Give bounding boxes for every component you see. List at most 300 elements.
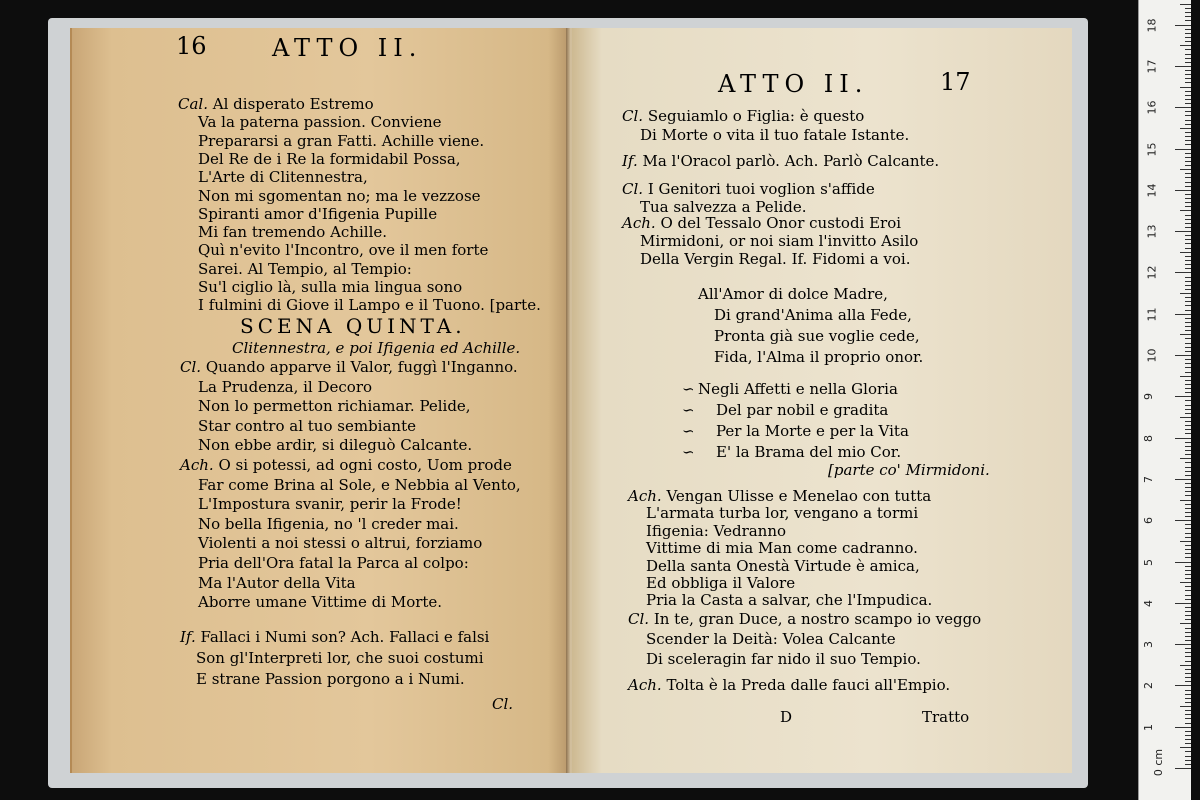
ruler-tick: [1185, 760, 1191, 761]
ruler-tick: [1185, 256, 1191, 257]
verse-text: I Genitori tuoi voglion s'affide: [647, 180, 875, 198]
verse-line: [198, 574, 356, 592]
verse-text: Far come Brina al Sole, e Nebbia al Vento,: [198, 475, 521, 494]
ruler-tick: [1185, 756, 1191, 757]
ruler-number: 10: [1145, 348, 1159, 363]
verse-line: [198, 495, 462, 513]
ruler-tick: [1185, 103, 1191, 104]
ruler-tick: [1185, 120, 1191, 121]
ruler-tick: [1185, 392, 1191, 393]
speaker-label: Ach.: [628, 676, 667, 694]
ruler-tick: [1185, 330, 1191, 331]
ruler-tick: [1175, 562, 1191, 563]
ruler-tick: [1185, 318, 1191, 319]
right-page-number: 17: [940, 68, 971, 96]
verse-text: Prepararsi a gran Fatti. Achille viene.: [198, 131, 485, 150]
ruler-tick: [1185, 504, 1191, 505]
verse-text: E strane Passion porgono a i Numi.: [196, 670, 465, 688]
verse-text: Sarei. Al Tempio, al Tempio:: [198, 259, 412, 278]
ruler-tick: [1185, 12, 1191, 13]
ruler-tick: [1185, 289, 1191, 290]
ruler-tick: [1185, 132, 1191, 133]
verse-line: [180, 456, 512, 474]
ruler-tick: [1185, 29, 1191, 30]
ruler-tick: [1180, 623, 1191, 624]
ruler-tick: [1185, 615, 1191, 616]
verse-line: [622, 152, 939, 170]
ruler-tick: [1185, 718, 1191, 719]
scene-subtitle: Clitennestra, e poi Ifigenia ed Achille.: [232, 339, 521, 357]
ruler-tick: [1175, 520, 1191, 521]
speaker-label: Cl.: [622, 107, 648, 125]
ruler-number: 17: [1145, 59, 1159, 74]
ruler-tick: [1185, 115, 1191, 116]
verse-text: Vittime di mia Man come cadranno.: [646, 539, 918, 558]
right-catchword: Tratto: [922, 708, 970, 726]
speaker-label: If.: [180, 628, 201, 646]
verse-line: [640, 126, 909, 144]
ruler-tick: [1185, 322, 1191, 323]
verse-line: [622, 107, 864, 125]
ruler-tick: [1185, 549, 1191, 550]
verse-text: Non mi sgomentan no; ma le vezzose: [198, 186, 481, 205]
ruler-number: 7: [1142, 475, 1155, 483]
ruler-tick: [1185, 111, 1191, 112]
ruler-tick: [1185, 702, 1191, 703]
ruler-tick: [1185, 62, 1191, 63]
ruler-tick: [1180, 417, 1191, 418]
verse-line: [646, 650, 921, 668]
ruler-tick: [1185, 186, 1191, 187]
verse-line: [198, 187, 481, 205]
ruler-tick: [1185, 487, 1191, 488]
ruler-tick: [1180, 582, 1191, 583]
ruler-number: 11: [1145, 307, 1159, 322]
ruler-tick: [1185, 41, 1191, 42]
ruler-tick: [1185, 590, 1191, 591]
ruler-tick: [1185, 495, 1191, 496]
verse-line: [640, 232, 918, 250]
verse-line: [198, 534, 482, 552]
ruler-tick: [1175, 149, 1191, 150]
verse-text: Scender la Deità: Volea Calcante: [646, 630, 896, 648]
ruler-tick: [1185, 301, 1191, 302]
ruler-tick: [1185, 698, 1191, 699]
ruler-tick: [1185, 343, 1191, 344]
verse-line: [198, 417, 416, 435]
ruler-tick: [1180, 210, 1191, 211]
ruler-tick: [1185, 70, 1191, 71]
verse-text: I fulmini di Giove il Lampo e il Tuono. [parte.: [198, 296, 541, 315]
ruler-tick: [1185, 277, 1191, 278]
ruler-tick: [1185, 20, 1191, 21]
verse-line: [646, 574, 795, 592]
verse-line: [640, 250, 910, 268]
verse-line: [198, 278, 462, 296]
speaker-label: Ach.: [622, 214, 661, 232]
stage-direction: [parte co' Mirmidoni.: [828, 461, 990, 479]
verse-line: [646, 522, 786, 540]
ruler-tick: [1185, 735, 1191, 736]
ruler-tick: [1185, 227, 1191, 228]
ruler-tick: [1185, 409, 1191, 410]
ruler-tick: [1185, 516, 1191, 517]
aria-line: All'Amor di dolce Madre,: [698, 285, 888, 303]
ruler-tick: [1185, 652, 1191, 653]
ruler-number: 16: [1145, 100, 1159, 115]
verse-text: Violenti a noi stessi o altrui, forziamo: [198, 534, 483, 553]
verse-line: [628, 610, 981, 628]
ruler-tick: [1185, 467, 1191, 468]
verse-line: [198, 205, 437, 223]
ruler-tick: [1185, 764, 1191, 765]
ruler-tick: [1185, 694, 1191, 695]
ruler-tick: [1185, 557, 1191, 558]
ruler-tick: [1185, 363, 1191, 364]
ruler-tick: [1185, 533, 1191, 534]
ruler-tick: [1185, 144, 1191, 145]
measurement-ruler: [1138, 0, 1191, 800]
ruler-tick: [1185, 528, 1191, 529]
verse-line: [198, 397, 471, 415]
ruler-tick: [1185, 235, 1191, 236]
ruler-number: 6: [1142, 517, 1155, 525]
verse-line: [198, 132, 484, 150]
ruler-number: 5: [1142, 558, 1155, 566]
ruler-tick: [1185, 570, 1191, 571]
ruler-tick: [1185, 173, 1191, 174]
ruler-tick: [1185, 49, 1191, 50]
ruler-number: 2: [1142, 682, 1155, 690]
ruler-tick: [1180, 458, 1191, 459]
verse-line: [180, 358, 518, 376]
ruler-tick: [1185, 578, 1191, 579]
ruler-tick: [1185, 413, 1191, 414]
verse-line: [198, 113, 442, 131]
ruler-tick: [1185, 743, 1191, 744]
ruler-tick: [1185, 400, 1191, 401]
ruler-tick: [1185, 351, 1191, 352]
ruler-number: 8: [1142, 434, 1155, 442]
verse-text: L'Arte di Clitennestra,: [198, 168, 368, 187]
verse-text: Son gl'Interpreti lor, che suoi costumi: [196, 649, 484, 667]
verse-text: Spiranti amor d'Ifigenia Pupille: [198, 204, 438, 223]
ruler-tick: [1185, 37, 1191, 38]
ruler-tick: [1185, 553, 1191, 554]
ruler-tick: [1180, 4, 1191, 5]
speaker-label: Ach.: [628, 487, 667, 505]
ruler-tick: [1175, 768, 1191, 769]
speaker-label: Cal.: [178, 95, 213, 113]
ruler-number: 18: [1145, 18, 1159, 33]
ruler-tick: [1185, 628, 1191, 629]
ruler-tick: [1180, 706, 1191, 707]
ruler-tick: [1175, 644, 1191, 645]
ruler-tick: [1185, 16, 1191, 17]
ruler-tick: [1185, 54, 1191, 55]
ruler-tick: [1185, 157, 1191, 158]
ruler-tick: [1185, 338, 1191, 339]
verse-line: [646, 557, 920, 575]
ruler-tick: [1185, 194, 1191, 195]
verse-line: [646, 539, 918, 557]
ruler-tick: [1185, 425, 1191, 426]
ruler-tick: [1185, 611, 1191, 612]
ruler-number: 14: [1145, 183, 1159, 198]
verse-line: [622, 214, 901, 232]
ruler-tick: [1185, 619, 1191, 620]
verse-text: Del Re de i Re la formidabil Possa,: [198, 149, 461, 168]
verse-text: Di Morte o vita il tuo fatale Istante.: [640, 126, 910, 144]
ruler-tick: [1185, 8, 1191, 9]
verse-line: [178, 95, 374, 113]
ruler-tick: [1185, 640, 1191, 641]
verse-text: Tolta è la Preda dalle fauci all'Empio.: [666, 676, 951, 694]
ruler-tick: [1185, 731, 1191, 732]
verse-text: L'Impostura svanir, perir la Frode!: [198, 495, 462, 514]
ruler-tick: [1185, 673, 1191, 674]
verse-line: [198, 554, 469, 572]
ruler-tick: [1185, 243, 1191, 244]
ruler-tick: [1185, 545, 1191, 546]
ruler-tick: [1185, 405, 1191, 406]
ruler-tick: [1180, 169, 1191, 170]
aria-line: Fida, l'Alma il proprio onor.: [714, 348, 924, 366]
verse-text: La Prudenza, il Decoro: [198, 377, 373, 396]
ruler-tick: [1185, 310, 1191, 311]
ruler-tick: [1185, 574, 1191, 575]
ruler-tick: [1185, 78, 1191, 79]
verse-text: Non ebbe ardir, si dileguò Calcante.: [198, 436, 473, 455]
aria-line: Per la Morte e per la Vita: [716, 422, 909, 440]
ruler-tick: [1185, 347, 1191, 348]
ruler-tick: [1185, 566, 1191, 567]
speaker-label: Cl.: [628, 610, 654, 628]
ruler-tick: [1185, 297, 1191, 298]
ruler-tick: [1185, 648, 1191, 649]
signature-mark: D: [780, 708, 793, 726]
aria-mark-icon: ∽: [682, 401, 695, 419]
right-running-header: ATTO II.: [718, 70, 869, 98]
verse-text: Ma l'Autor della Vita: [198, 573, 356, 592]
ruler-tick: [1185, 260, 1191, 261]
aria-line: Negli Affetti e nella Gloria: [698, 380, 898, 398]
ruler-tick: [1185, 281, 1191, 282]
ruler-tick: [1180, 376, 1191, 377]
ruler-tick: [1185, 632, 1191, 633]
ruler-tick: [1185, 206, 1191, 207]
verse-line: [198, 223, 387, 241]
ruler-tick: [1185, 442, 1191, 443]
verse-line: [196, 649, 484, 667]
verse-text: Non lo permetton richiamar. Pelide,: [198, 397, 471, 416]
ruler-tick: [1185, 140, 1191, 141]
ruler-tick: [1185, 367, 1191, 368]
verse-text: No bella Ifigenia, no 'l creder mai.: [198, 514, 459, 533]
verse-line: [198, 168, 368, 186]
ruler-tick: [1180, 45, 1191, 46]
ruler-tick: [1185, 483, 1191, 484]
ruler-tick: [1185, 326, 1191, 327]
ruler-tick: [1185, 462, 1191, 463]
ruler-tick: [1185, 124, 1191, 125]
verse-line: [198, 150, 461, 168]
ruler-tick: [1185, 372, 1191, 373]
verse-text: Ifigenia: Vedranno: [646, 521, 787, 540]
verse-text: Della santa Onestà Virtude è amica,: [646, 556, 920, 575]
ruler-tick: [1185, 161, 1191, 162]
ruler-tick: [1180, 747, 1191, 748]
ruler-tick: [1180, 128, 1191, 129]
ruler-number: 15: [1145, 142, 1159, 156]
ruler-tick: [1185, 669, 1191, 670]
verse-text: Quì n'evito l'Incontro, ove il men forte: [198, 241, 489, 260]
scene-title: SCENA QUINTA.: [240, 314, 466, 338]
ruler-tick: [1175, 479, 1191, 480]
ruler-tick: [1185, 739, 1191, 740]
ruler-tick: [1185, 359, 1191, 360]
ruler-number: 13: [1145, 224, 1159, 239]
verse-line: [198, 260, 412, 278]
left-page-number: 16: [176, 32, 207, 60]
ruler-tick: [1175, 231, 1191, 232]
ruler-tick: [1185, 177, 1191, 178]
ruler-tick: [1185, 450, 1191, 451]
verse-text: Mi fan tremendo Achille.: [198, 223, 388, 242]
ruler-tick: [1180, 293, 1191, 294]
aria-mark-icon: ∽: [682, 443, 695, 461]
ruler-tick: [1185, 690, 1191, 691]
ruler-number: 3: [1142, 641, 1155, 649]
verse-text: Vengan Ulisse e Menelao con tutta: [666, 487, 932, 505]
ruler-tick: [1185, 681, 1191, 682]
ruler-tick: [1180, 334, 1191, 335]
verse-text: Quando apparve il Valor, fuggì l'Inganno.: [205, 358, 518, 376]
speaker-label: Cl.: [180, 358, 206, 376]
ruler-tick: [1185, 636, 1191, 637]
ruler-tick: [1180, 252, 1191, 253]
ruler-tick: [1185, 723, 1191, 724]
verse-text: Della Vergin Regal. If. Fidomi a voi.: [640, 250, 911, 268]
verse-text: Ed obbliga il Valore: [646, 574, 796, 592]
ruler-tick: [1185, 429, 1191, 430]
ruler-tick: [1185, 380, 1191, 381]
verse-text: O del Tessalo Onor custodi Eroi: [660, 214, 902, 232]
verse-text: Di sceleragin far nido il suo Tempio.: [646, 650, 921, 668]
ruler-tick: [1185, 285, 1191, 286]
ruler-number: 12: [1145, 265, 1159, 280]
speaker-label: If.: [622, 152, 643, 170]
ruler-tick: [1185, 388, 1191, 389]
verse-text: Star contro al tuo sembiante: [198, 416, 416, 435]
ruler-tick: [1175, 603, 1191, 604]
ruler-tick: [1185, 446, 1191, 447]
verse-text: Va la paterna passion. Conviene: [198, 113, 442, 132]
verse-line: [198, 515, 459, 533]
ruler-tick: [1185, 586, 1191, 587]
verse-text: Al disperato Estremo: [212, 95, 374, 113]
verse-line: [646, 504, 918, 522]
ruler-tick: [1185, 239, 1191, 240]
ruler-tick: [1185, 599, 1191, 600]
speaker-label: Ach.: [180, 456, 219, 474]
verse-text: O si potessi, ad ogni costo, Uom prode: [218, 456, 512, 474]
verse-text: Fallaci i Numi son? Ach. Fallaci e falsi: [200, 628, 490, 646]
verse-line: [198, 296, 541, 314]
aria-mark-icon: ∽: [682, 380, 695, 398]
verse-line: [180, 628, 489, 646]
verse-text: Su'l ciglio là, sulla mia lingua sono: [198, 278, 463, 296]
ruler-tick: [1175, 190, 1191, 191]
ruler-tick: [1185, 33, 1191, 34]
left-running-header: ATTO II.: [272, 34, 423, 62]
ruler-tick: [1185, 677, 1191, 678]
ruler-tick: [1185, 710, 1191, 711]
verse-text: Pria la Casta a salvar, che l'Impudica.: [646, 591, 933, 610]
aria-line: Pronta già sue voglie cede,: [714, 327, 920, 345]
ruler-tick: [1185, 454, 1191, 455]
verse-text: L'armata turba lor, vengano a tormi: [646, 504, 919, 523]
ruler-unit-label: 0 cm: [1152, 748, 1166, 777]
ruler-tick: [1185, 714, 1191, 715]
ruler-tick: [1185, 433, 1191, 434]
verse-line: [198, 593, 442, 611]
ruler-tick: [1185, 305, 1191, 306]
ruler-tick: [1185, 475, 1191, 476]
ruler-number: 9: [1142, 393, 1155, 401]
verse-line: [646, 630, 896, 648]
left-catchword: Cl.: [492, 695, 514, 713]
verse-line: [196, 670, 465, 688]
verse-text: Aborre umane Vittime di Morte.: [198, 593, 443, 612]
aria-line: Di grand'Anima alla Fede,: [714, 306, 912, 324]
ruler-tick: [1185, 384, 1191, 385]
verse-line: [628, 487, 931, 505]
ruler-tick: [1175, 355, 1191, 356]
ruler-tick: [1185, 268, 1191, 269]
verse-line: [646, 591, 932, 609]
speaker-label: Cl.: [622, 180, 648, 198]
verse-text: Mirmidoni, or noi siam l'invitto Asilo: [640, 232, 919, 250]
ruler-tick: [1185, 95, 1191, 96]
aria-mark-icon: ∽: [682, 422, 695, 440]
ruler-tick: [1180, 500, 1191, 501]
verse-line: [198, 241, 488, 259]
verse-text: Seguiamlo o Figlia: è questo: [647, 107, 865, 125]
ruler-tick: [1175, 685, 1191, 686]
ruler-tick: [1185, 198, 1191, 199]
ruler-tick: [1185, 751, 1191, 752]
ruler-number: 1: [1142, 723, 1155, 731]
ruler-tick: [1185, 58, 1191, 59]
ruler-tick: [1185, 136, 1191, 137]
ruler-tick: [1185, 512, 1191, 513]
ruler-tick: [1185, 471, 1191, 472]
ruler-tick: [1175, 438, 1191, 439]
ruler-tick: [1180, 87, 1191, 88]
ruler-tick: [1185, 656, 1191, 657]
verse-text: Ma l'Oracol parlò. Ach. Parlò Calcante.: [642, 152, 940, 170]
verse-line: [198, 378, 372, 396]
ruler-tick: [1175, 107, 1191, 108]
ruler-tick: [1185, 537, 1191, 538]
ruler-tick: [1185, 82, 1191, 83]
ruler-tick: [1185, 91, 1191, 92]
ruler-tick: [1185, 99, 1191, 100]
verse-line: [622, 180, 875, 198]
ruler-tick: [1185, 595, 1191, 596]
ruler-tick: [1185, 223, 1191, 224]
